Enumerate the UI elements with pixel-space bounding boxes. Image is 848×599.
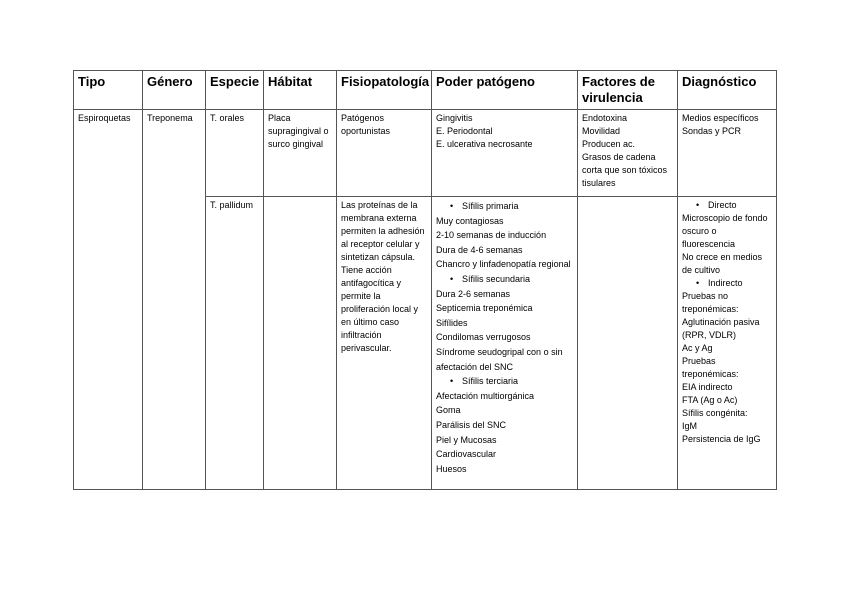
cell-poder-patogeno	[432, 110, 578, 197]
list-item: Chancro y linfadenopatía regional	[436, 259, 571, 270]
list-item: Síndrome seudogripal con o sin afectación del SNC	[436, 346, 563, 372]
list-item: E. ulcerativa necrosante	[436, 139, 533, 149]
list-item: Goma	[436, 405, 461, 416]
header-genero: Género	[143, 71, 206, 110]
cell-habitat	[264, 197, 337, 490]
list-item: Condilomas verrugosos	[436, 332, 531, 343]
list-item: Parálisis del SNC	[436, 419, 507, 430]
list-item: Microscopio de fondo oscuro o fluorescencia	[682, 213, 768, 249]
header-especie: Especie	[206, 71, 264, 110]
header-tipo: Tipo	[74, 71, 143, 110]
cell-genero: Treponema	[143, 110, 206, 490]
cell-especie: T. pallidum	[206, 197, 264, 490]
cell-poder-patogeno	[432, 197, 578, 490]
treponema-table	[73, 70, 777, 490]
list-item: Cardiovascular	[436, 449, 497, 460]
list-item: Endotoxina	[582, 113, 628, 123]
header-diagnostico: Diagnóstico	[678, 71, 777, 110]
poder-patogeno-list	[436, 199, 573, 476]
list-item: No crece en medios de cultivo	[682, 252, 763, 275]
list-item: Medios específicos	[682, 113, 759, 123]
list-item: Sifílides	[436, 317, 468, 328]
header-fisiopatologia: Fisiopatología	[337, 71, 432, 110]
header-row	[74, 71, 777, 110]
list-item: Pruebas no treponémicas:	[682, 291, 739, 314]
list-item: Septicemia treponémica	[436, 303, 533, 314]
list-item: Dura 2-6 semanas	[436, 288, 511, 299]
list-item: Producen ac.	[582, 139, 636, 149]
bullet-item: • Indirecto	[682, 277, 772, 290]
cell-fisiopatologia: Patógenos oportunistas	[337, 110, 432, 197]
list-item: Sífilis congénita:	[682, 408, 748, 418]
list-item: Muy contagiosas	[436, 215, 504, 226]
list-item: Aglutinación pasiva (RPR, VDLR)	[682, 317, 760, 340]
diagnostico-list	[682, 199, 772, 446]
table-row	[74, 110, 777, 197]
header-habitat: Hábitat	[264, 71, 337, 110]
cell-diagnostico	[678, 110, 777, 197]
list-item: Dura de 4-6 semanas	[436, 244, 523, 255]
diagnostico-list	[682, 112, 772, 138]
bullet-item: • Sífilis primaria	[436, 199, 573, 214]
factores-virulencia-list	[582, 112, 673, 190]
list-item: Gingivitis	[436, 113, 473, 123]
list-item: Piel y Mucosas	[436, 434, 497, 445]
list-item: IgM	[682, 421, 698, 431]
bullet-item: • Directo	[682, 199, 772, 212]
header-poder-patogeno: Poder patógeno	[432, 71, 578, 110]
cell-fisiopatologia: Las proteínas de la membrana externa permiten la adhesión al receptor celular y sintetizan cápsula. Tiene acción antifagocítica y permite la proliferación local y en último caso infiltración perivascular.	[337, 197, 432, 490]
bullet-item: • Sífilis terciaria	[436, 374, 573, 389]
cell-diagnostico	[678, 197, 777, 490]
cell-especie: T. orales	[206, 110, 264, 197]
list-item: EIA indirecto	[682, 382, 733, 392]
cell-habitat: Placa supragingival o surco gingival	[264, 110, 337, 197]
list-item: Ac y Ag	[682, 343, 713, 353]
list-item: Pruebas treponémicas:	[682, 356, 739, 379]
bullet-item: • Sífilis secundaria	[436, 272, 573, 287]
list-item: Sondas y PCR	[682, 126, 742, 136]
list-item: Movilidad	[582, 126, 621, 136]
list-item: 2-10 semanas de inducción	[436, 230, 547, 241]
header-factores-virulencia: Factores de virulencia	[578, 71, 678, 110]
list-item: Grasos de cadena corta que son tóxicos tisulares	[582, 152, 668, 188]
poder-patogeno-list	[436, 112, 573, 151]
list-item: Huesos	[436, 463, 467, 474]
list-item: FTA (Ag o Ac)	[682, 395, 738, 405]
cell-factores-virulencia	[578, 110, 678, 197]
cell-factores-virulencia	[578, 197, 678, 490]
list-item: Persistencia de IgG	[682, 434, 761, 444]
list-item: E. Periodontal	[436, 126, 493, 136]
cell-tipo: Espiroquetas	[74, 110, 143, 490]
list-item: Afectación multiorgánica	[436, 390, 535, 401]
